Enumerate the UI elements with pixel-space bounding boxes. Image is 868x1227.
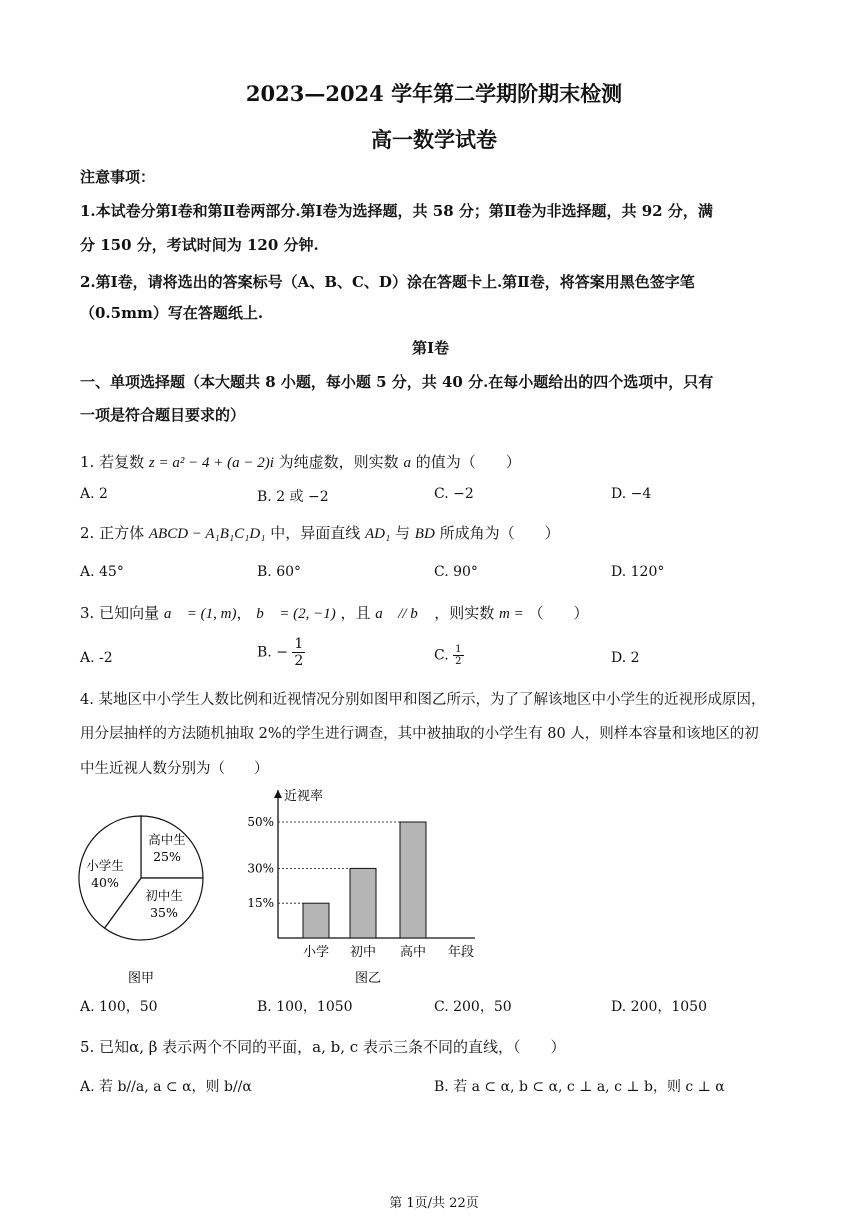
q3-mid: ，且	[340, 604, 371, 622]
section-heading-line-2: 一项是符合题目要求的）	[80, 406, 246, 424]
pie-slice-label: 初中生	[145, 888, 183, 903]
pie-slice-label: 高中生	[148, 832, 186, 847]
q1-option-c: C. −2	[434, 486, 474, 502]
pie-slice-percent: 35%	[150, 905, 178, 920]
q3-end: （ ）	[528, 604, 589, 622]
q2-line-bd: BD	[414, 526, 435, 542]
y-tick-label: 15%	[247, 896, 274, 911]
section-heading-line-1: 一、单项选择题（本大题共 8 小题，每小题 5 分，共 40 分.在每小题给出的四个选项中，只有	[80, 373, 714, 391]
page-footer: 第 1页/共 22页	[389, 1196, 479, 1211]
q3-option-d: D. 2	[611, 650, 640, 666]
q3-option-a: A. -2	[80, 650, 113, 666]
question-1	[80, 451, 521, 472]
q4-line-2: 用分层抽样的方法随机抽取 2%的学生进行调查，其中被抽取的小学生有 80 人，则样本容量和该地区的初	[80, 726, 759, 742]
q1-formula: z = a² − 4 + (a − 2)i	[148, 455, 274, 471]
pie-slice-percent: 40%	[91, 875, 119, 890]
question-2	[80, 522, 560, 543]
q2-formula: ABCD − A₁B₁C₁D₁	[148, 526, 266, 542]
q2-prefix: 2. 正方体	[80, 524, 145, 542]
pie-slice	[141, 816, 203, 878]
q3-vector-a: a⃗ = (1, m)	[163, 606, 237, 622]
q3-option-c-fraction: $\frac{1}{2}$	[455, 644, 462, 667]
q4-option-b: B. 100，1050	[257, 999, 353, 1015]
q1-option-d: D. −4	[611, 486, 652, 502]
q1-option-a: A. 2	[80, 486, 108, 502]
q1-var: a	[403, 455, 411, 471]
notice-line-1: 1.本试卷分第Ⅰ卷和第Ⅱ卷两部分.第Ⅰ卷为选择题，共 58 分；第Ⅱ卷为非选择题，共 92 分，满	[80, 202, 713, 220]
bar-chart	[247, 789, 475, 986]
notice-line-4: （0.5mm）写在答题纸上.	[80, 304, 264, 322]
q2-option-a: A. 45°	[80, 564, 124, 580]
x-tick-label: 高中	[399, 945, 427, 960]
q1-prefix: 1. 若复数	[80, 453, 145, 471]
y-axis-label: 近视率	[284, 789, 324, 804]
exam-title: 2023—2024 学年第二学期阶期末检测	[245, 81, 623, 106]
q3-prefix: 3. 已知向量	[80, 604, 160, 622]
q4-option-d: D. 200，1050	[611, 999, 707, 1015]
notice-line-2: 分 150 分，考试时间为 120 分钟.	[80, 236, 319, 254]
q3-option-b-fraction: $\frac{1}{2}$	[294, 636, 304, 669]
notice-heading: 注意事项：	[80, 168, 156, 186]
q3-option-b: B. − $\frac{1}{2}$	[257, 636, 304, 669]
q1-option-b: B. 2 或 −2	[257, 489, 329, 505]
q2-option-c: C. 90°	[434, 564, 478, 580]
q5-option-b: B. 若 a ⊂ α, b ⊂ α, c ⊥ a, c ⊥ b，则 c ⊥ α	[434, 1079, 725, 1095]
pie-caption: 图甲	[127, 971, 155, 986]
bar-caption: 图乙	[354, 971, 382, 986]
bar	[303, 903, 329, 938]
question-3: 3. 已知向量 a⃗ = (1, m)， b⃗ = (2, −1) ，且 a⃗ // b⃗ ，则实数 m = （ ）	[80, 604, 589, 622]
exam-subtitle: 高一数学试卷	[371, 127, 497, 152]
bar	[400, 822, 426, 938]
q1-end: 的值为（ ）	[415, 453, 521, 471]
q2-end: 所成角为（ ）	[439, 524, 560, 542]
q2-mid1: 中，异面直线	[270, 524, 361, 542]
y-axis-arrow	[274, 790, 282, 798]
bar	[350, 868, 376, 938]
q4-line-1: 4. 某地区中小学生人数比例和近视情况分别如图甲和图乙所示，为了了解该地区中小学生的近视形成原因，	[80, 692, 766, 708]
q2-option-b: B. 60°	[257, 564, 302, 580]
q2-line-ad1: AD₁	[365, 526, 391, 542]
question-5: 5. 已知α, β 表示两个不同的平面，a, b, c 表示三条不同的直线，（ ）	[80, 1038, 566, 1056]
pie-slice-percent: 25%	[153, 849, 181, 864]
q3-option-c: C. $\frac{1}{2}$	[434, 644, 462, 667]
q4-option-a: A. 100，50	[80, 999, 158, 1015]
x-tick-label: 初中	[349, 945, 377, 960]
x-axis-label: 年段	[448, 945, 475, 960]
q4-option-c: C. 200，50	[434, 999, 512, 1015]
part-one-heading: 第Ⅰ卷	[412, 339, 450, 357]
y-tick-label: 50%	[247, 815, 274, 829]
q4-line-3: 中生近视人数分别为（ ）	[80, 761, 269, 777]
q1-suffix: 为纯虚数，则实数	[278, 453, 399, 471]
q2-option-d: D. 120°	[611, 564, 665, 580]
q4-figures	[70, 780, 510, 990]
notice-line-3: 2.第Ⅰ卷，请将选出的答案标号（A、B、C、D）涂在答题卡上.第Ⅱ卷，将答案用黑色签字笔	[80, 273, 695, 291]
pie-slice-label: 小学生	[86, 858, 124, 873]
q3-parallel: a⃗ // b⃗	[375, 606, 430, 622]
pie-chart	[79, 816, 203, 986]
q2-mid2: 与	[395, 524, 411, 542]
x-tick-label: 小学	[302, 945, 330, 960]
q3-vector-b: b⃗ = (2, −1)	[256, 606, 336, 622]
q5-option-a: A. 若 b//a, a ⊂ α，则 b//α	[80, 1079, 252, 1095]
q3-var: m =	[499, 606, 524, 622]
q3-suffix: ，则实数	[434, 604, 495, 622]
y-tick-label: 30%	[247, 861, 274, 876]
